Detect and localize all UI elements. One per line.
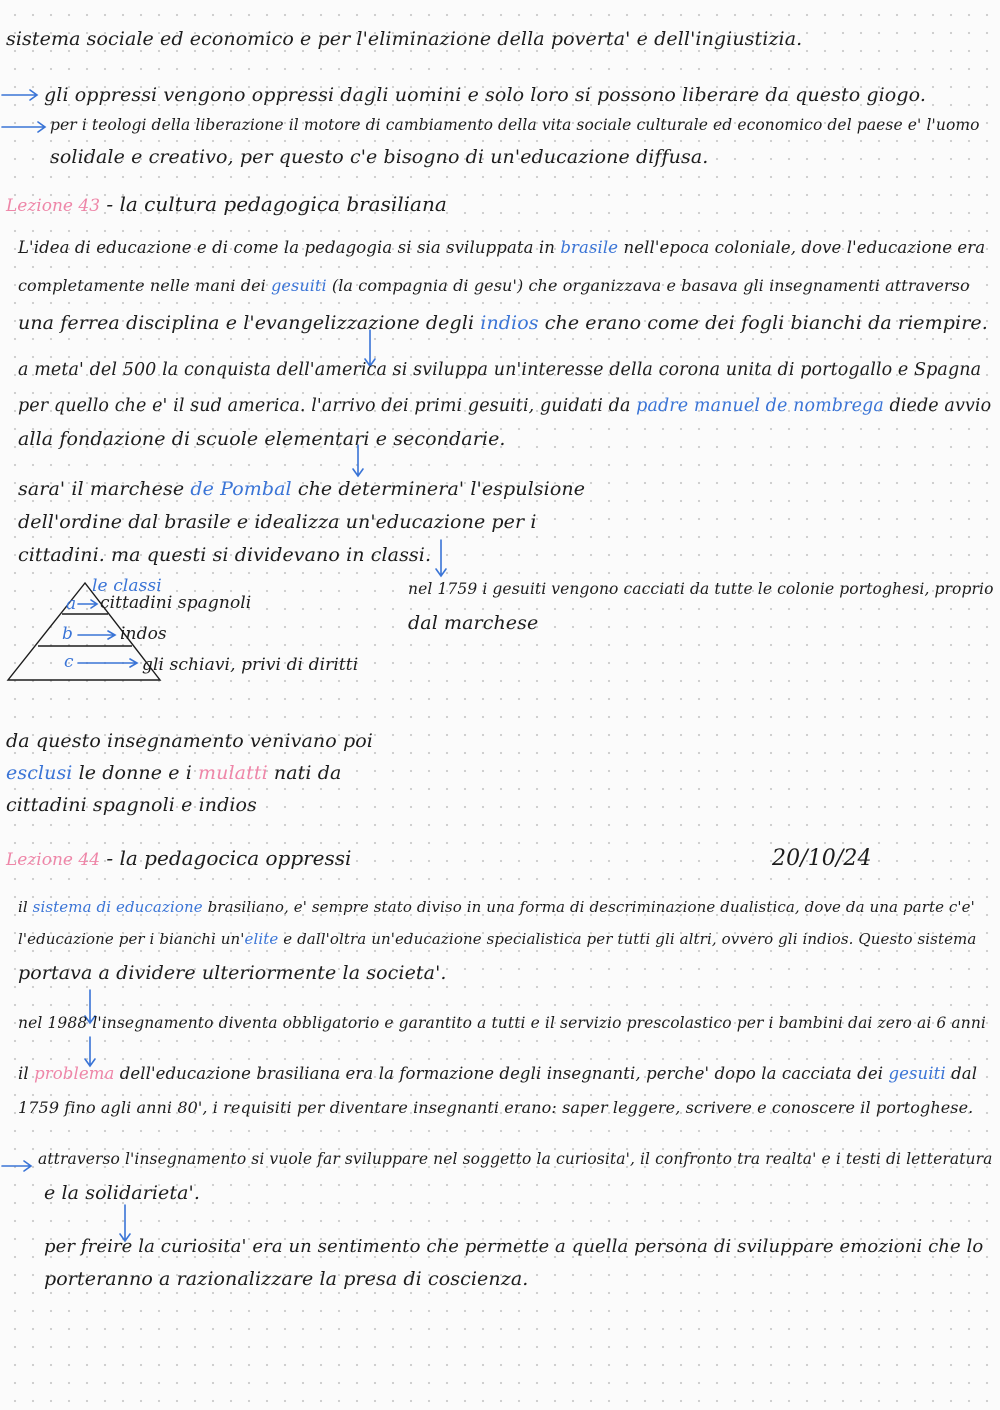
highlight-blue: de Pombal xyxy=(190,478,292,500)
bullet-arrow-3 xyxy=(2,1161,31,1171)
highlight-blue: elite xyxy=(244,930,279,948)
paragraph-line xyxy=(18,396,991,416)
paragraph-line xyxy=(6,762,341,784)
highlight-blue: indios xyxy=(480,312,539,334)
paragraph-line: dell'ordine dal brasile e idealizza un'educazione per i xyxy=(18,511,537,533)
class-letter: c xyxy=(64,652,74,672)
text-line: sistema sociale ed economico e per l'eliminazione della poverta' e dell'ingiustizia. xyxy=(6,28,803,50)
side-note: dal marchese xyxy=(408,612,539,634)
class-letter: b xyxy=(62,624,73,644)
text: nati da xyxy=(267,762,342,784)
text: l'educazione per i bianchi un' xyxy=(18,930,245,948)
paragraph-line: a meta' del 500 la conquista dell'america si sviluppa un'interesse della corona unita di portogallo e Spagna xyxy=(18,360,982,380)
text: che determinera' l'espulsione xyxy=(291,478,586,500)
text: diede avvio xyxy=(883,396,992,416)
paragraph-line xyxy=(18,930,976,948)
paragraph-line: portava a dividere ulteriormente la societa'. xyxy=(18,962,447,984)
class-arrow-a xyxy=(78,600,97,608)
highlight-blue: gesuiti xyxy=(271,276,327,295)
highlight-blue: gesuiti xyxy=(888,1064,946,1083)
text: sara' il marchese xyxy=(18,478,191,500)
paragraph-line: per freire la curiosita' era un sentimento che permette a quella persona di sviluppare emozioni che lo xyxy=(44,1236,984,1257)
bullet-arrow-1 xyxy=(2,90,37,100)
text: brasiliano, e' sempre stato diviso in una forma di descriminazione dualistica, dove da una parte c'e' xyxy=(202,898,975,916)
side-note: nel 1759 i gesuiti vengono cacciati da tutte le colonie portoghesi, proprio xyxy=(408,580,994,598)
lesson-title: - la cultura pedagogica brasiliana xyxy=(106,192,447,216)
text: completamente nelle mani dei xyxy=(18,276,272,295)
lesson-tag: Lezione 43 xyxy=(6,196,101,216)
highlight-blue: esclusi xyxy=(6,762,73,784)
highlight-blue: padre manuel de nombrega xyxy=(636,396,884,416)
text: (la compagnia di gesu') che organizzava e basava gli insegnamenti attraverso xyxy=(326,276,970,295)
highlight-blue: sistema di educazione xyxy=(32,898,203,916)
paragraph-line: alla fondazione di scuole elementari e secondarie. xyxy=(18,428,506,450)
text: nell'epoca coloniale, dove l'educazione era xyxy=(618,238,986,257)
lesson-title: - la pedagocica oppressi xyxy=(106,846,352,870)
class-label: gli schiavi, privi di diritti xyxy=(142,655,359,675)
bullet-arrow-2 xyxy=(2,122,45,132)
text: che erano come dei fogli bianchi da riempire. xyxy=(538,312,988,334)
highlight-blue: brasile xyxy=(560,238,619,257)
bullet-text-cont: e la solidarieta'. xyxy=(44,1182,200,1204)
text: dal xyxy=(945,1064,978,1083)
lesson-heading xyxy=(6,192,447,216)
class-arrow-b xyxy=(78,631,115,639)
highlight-pink: problema xyxy=(34,1064,115,1083)
classes-title: le classi xyxy=(92,576,162,596)
paragraph-line xyxy=(18,478,585,500)
paragraph-line xyxy=(18,312,988,334)
paragraph-line xyxy=(18,238,985,257)
text: per quello che e' il sud america. l'arrivo dei primi gesuiti, guidati da xyxy=(18,396,637,416)
text: dell'educazione brasiliana era la formazione degli insegnanti, perche' dopo la cacciata dei xyxy=(114,1064,889,1083)
paragraph-line xyxy=(18,898,975,916)
bullet-text: attraverso l'insegnamento si vuole far sviluppare nel soggetto la curiosita', il confronto tra realta' e i testi di letteratura xyxy=(38,1150,993,1168)
bullet-text: per i teologi della liberazione il motore di cambiamento della vita sociale culturale ed economico del paese e' l'uomo xyxy=(50,116,980,134)
paragraph-line: da questo insegnamento venivano poi xyxy=(6,730,373,752)
bullet-text: gli oppressi vengono oppressi dagli uomini e solo loro si possono liberare da questo giogo. xyxy=(44,84,926,106)
paragraph-line: 1759 fino agli anni 80', i requisiti per diventare insegnanti erano: saper leggere, scrivere e conoscere il portoghese. xyxy=(18,1098,974,1117)
bullet-text-cont: solidale e creativo, per questo c'e bisogno di un'educazione diffusa. xyxy=(50,146,709,168)
text: L'idea di educazione e di come la pedagogia si sia sviluppata in xyxy=(18,238,561,257)
down-arrow-problema xyxy=(85,1037,95,1066)
text: il xyxy=(18,1064,35,1083)
paragraph-line xyxy=(18,1064,977,1083)
lesson-heading xyxy=(6,846,351,870)
class-letter: a xyxy=(66,594,77,614)
paragraph-line xyxy=(18,276,970,295)
text: le donne e i xyxy=(72,762,199,784)
down-arrow-classi xyxy=(436,540,446,576)
text: una ferrea disciplina e l'evangelizzazione degli xyxy=(18,312,481,334)
paragraph-line: nel 1988 l'insegnamento diventa obbligatorio e garantito a tutti e il servizio prescolastico per i bambini dai zero ai 6 anni xyxy=(18,1014,986,1032)
paragraph-line: cittadini spagnoli e indios xyxy=(6,794,257,816)
text: e dall'oltra un'educazione specialistica per tutti gli altri, ovvero gli indios. Questo sistema xyxy=(278,930,977,948)
class-arrow-c xyxy=(78,659,137,667)
highlight-pink: mulatti xyxy=(198,762,268,784)
class-label: indos xyxy=(120,624,167,644)
text: il xyxy=(18,898,33,916)
lesson-date: 20/10/24 xyxy=(772,846,872,871)
paragraph-line: cittadini. ma questi si dividevano in classi. xyxy=(18,544,432,566)
paragraph-line: porteranno a razionalizzare la presa di coscienza. xyxy=(44,1268,529,1290)
lesson-tag: Lezione 44 xyxy=(6,850,101,870)
class-label: cittadini spagnoli xyxy=(100,593,252,613)
